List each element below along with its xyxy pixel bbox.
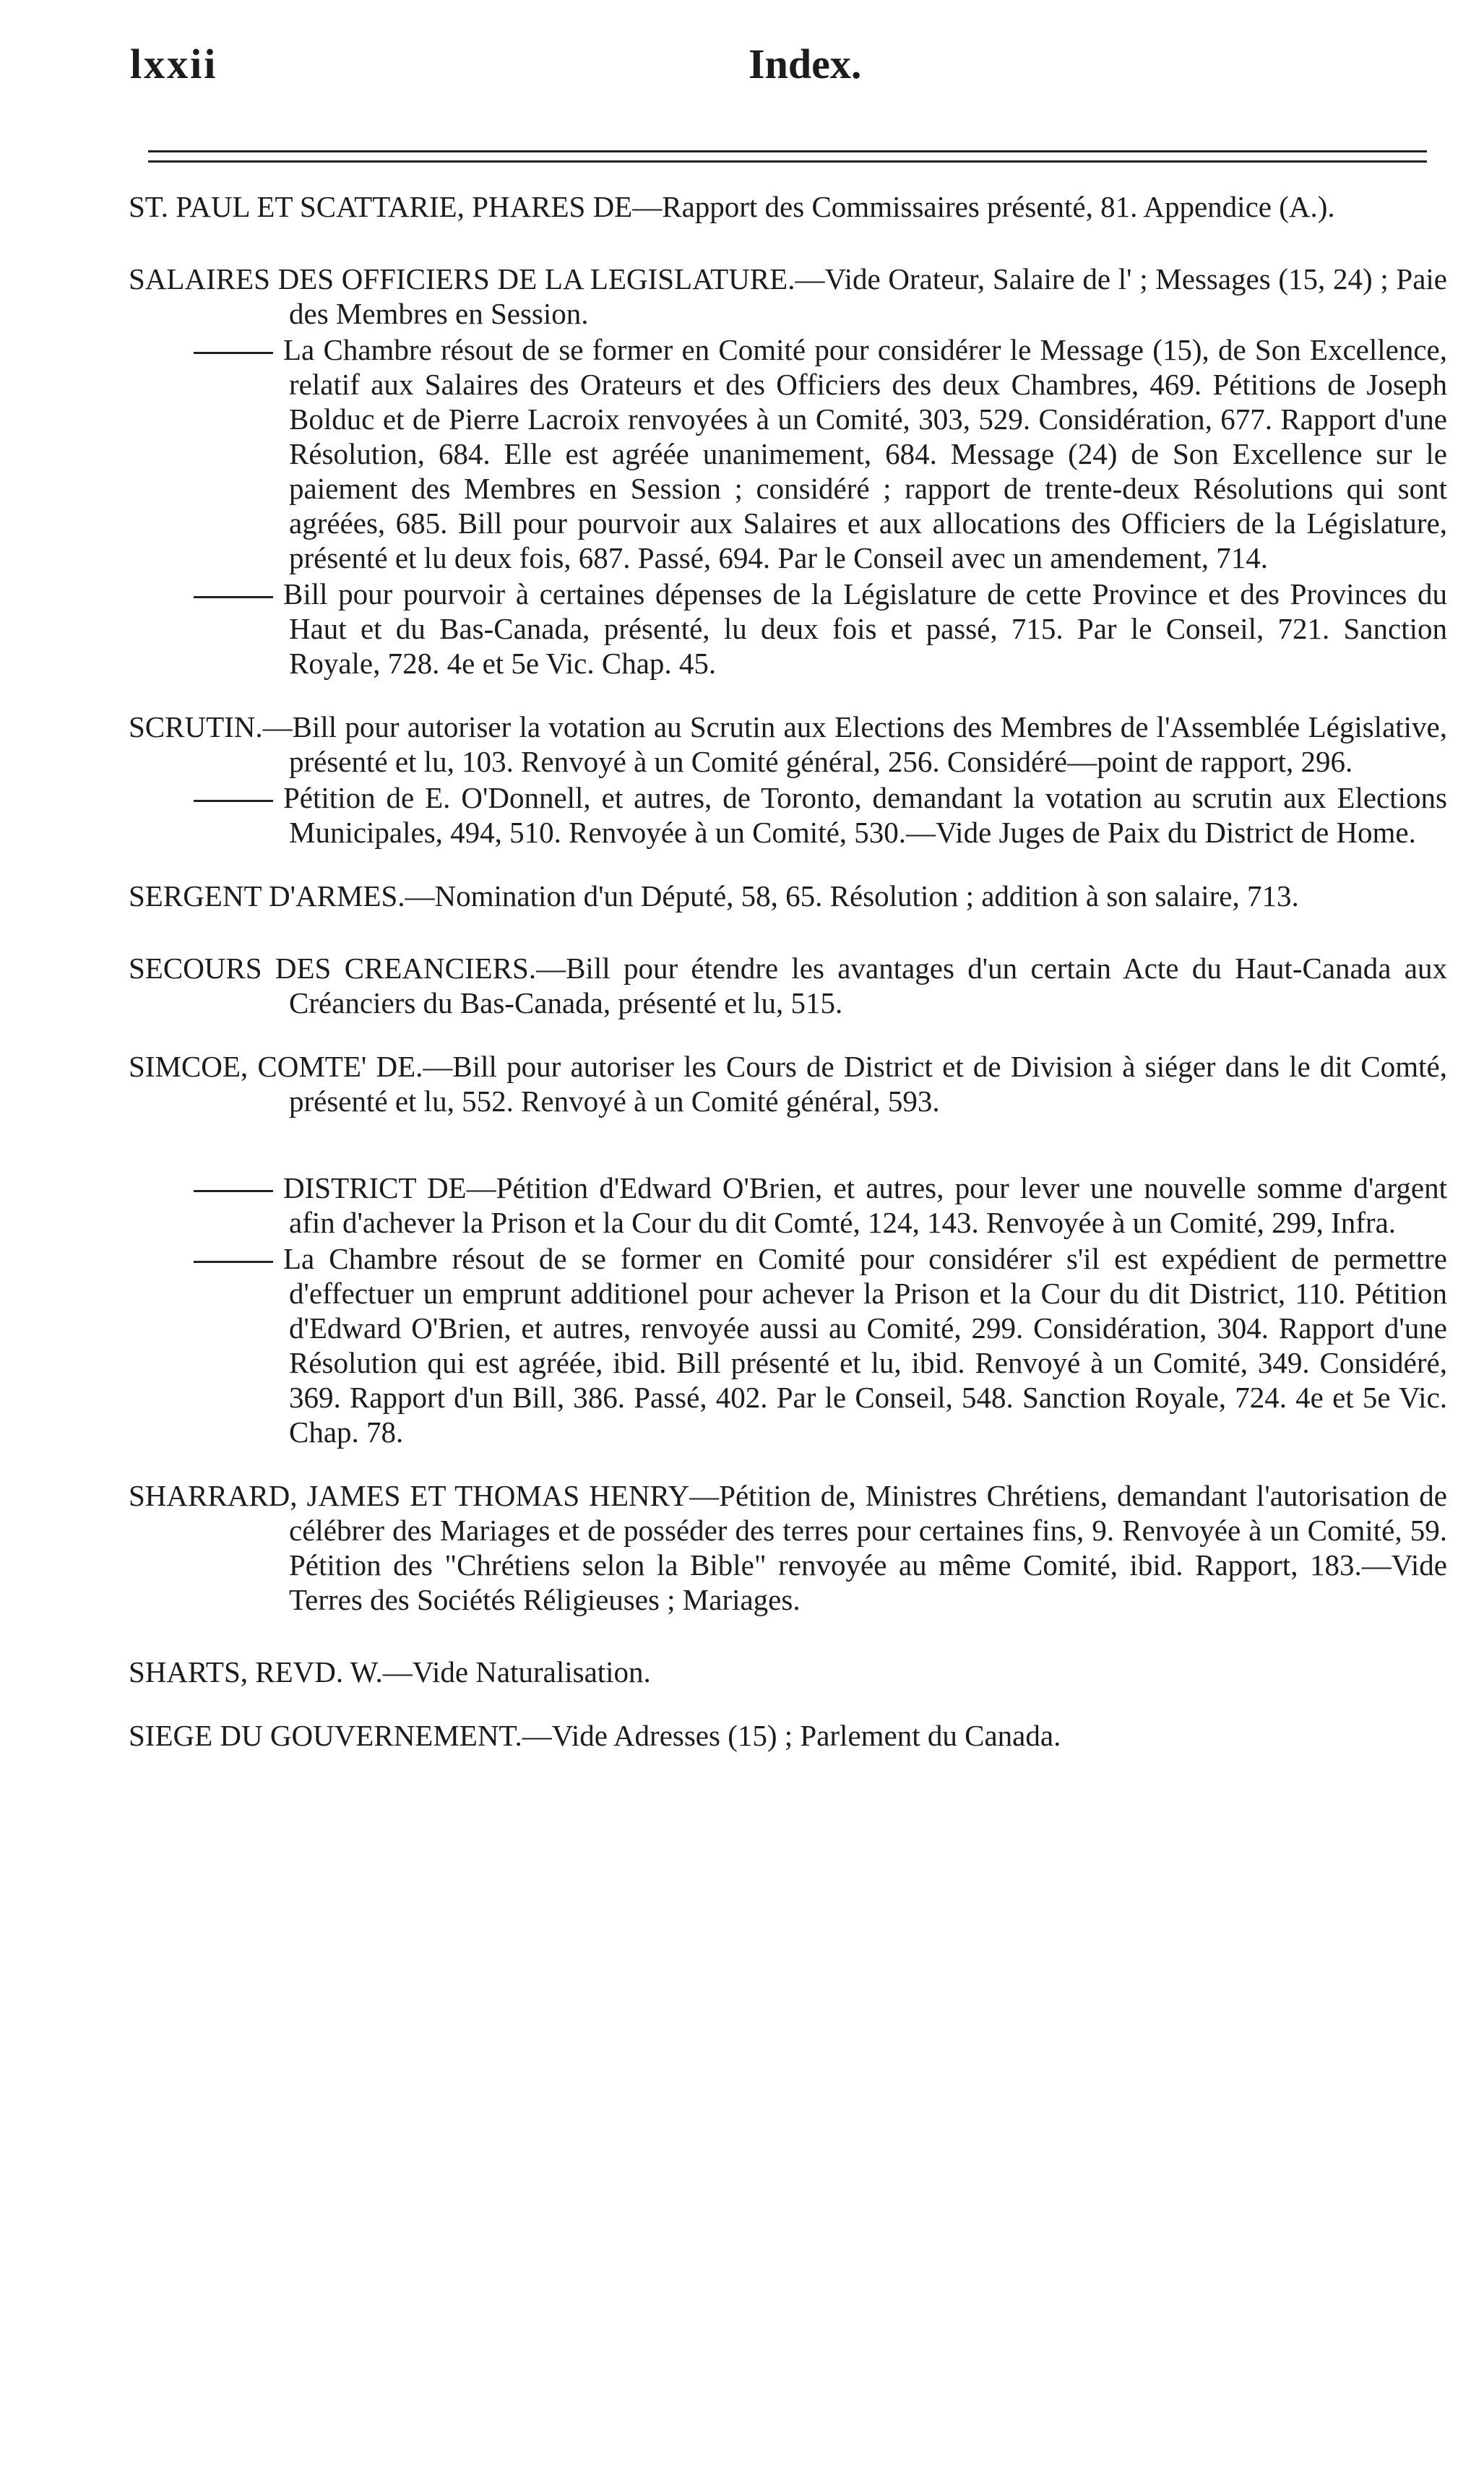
index-entries — [129, 189, 1447, 1782]
sub-entry — [129, 577, 1447, 681]
entry-text: SIEGE DU GOUVERNEMENT.—Vide Adresses (15) ; Parlement du Canada. — [129, 1719, 1061, 1752]
index-entry-salaires — [129, 262, 1447, 681]
sub-entry — [129, 1170, 1447, 1240]
index-entry-sharrard — [129, 1478, 1447, 1617]
sub-entry-text: Pétition de E. O'Donnell, et autres, de Toronto, demandant la votation au scrutin aux Elections Municipales, 494, 510. Renvoyée à un Comité, 530.—Vide Juges de Paix du District de Home. — [283, 781, 1447, 849]
page-number: lxxii — [130, 40, 218, 87]
sub-entry-text: Bill pour pourvoir à certaines dépenses de la Législature de cette Province et des Provinces du Haut et du Bas-Canada, présenté, lu deux fois et passé, 715. Par le Conseil, 721. Sanction Royale, 728. 4e et 5e Vic. Chap. 45. — [283, 577, 1447, 680]
sub-entry — [129, 780, 1447, 850]
entry-text: SHARRARD, JAMES ET THOMAS HENRY—Pétition de, Ministres Chrétiens, demandant l'autorisation de célébrer des Mariages et de posséder des terres pour certaines fins, 9. Renvoyée à un Comité, 59. Pétition des "Chrétiens selon la Bible" renvoyée au même Comité, ibid. Rapport, 183.—Vide Terres des Sociétés Réligieuses ; Mariages. — [129, 1479, 1447, 1616]
dash-rule — [194, 1190, 273, 1192]
sub-entry-text: La Chambre résout de se former en Comité pour considérer s'il est expédient de permettre d'effectuer un emprunt additionel pour achever la Prison et la Cour du dit District, 110. Pétition d'Edward O'Brien, et autres, renvoyée aussi au Comité, 299. Considération, 304. Rapport d'une Résolution qui est agréée, ibid. Bill présenté et lu, ibid. Renvoyé à un Comité, 349. Considéré, 369. Rapport d'un Bill, 386. Passé, 402. Par le Conseil, 548. Sanction Royale, 724. 4e et 5e Vic. Chap. 78. — [283, 1242, 1447, 1449]
dash-rule — [194, 1261, 273, 1263]
entry-text: SECOURS DES CREANCIERS.—Bill pour étendre les avantages d'un certain Acte du Haut-Canada aux Créanciers du Bas-Canada, présenté et lu, 515. — [129, 952, 1447, 1019]
dash-rule — [194, 352, 273, 354]
entry-text: ST. PAUL ET SCATTARIE, PHARES DE—Rapport des Commissaires présenté, 81. Appendice (A.). — [129, 190, 1335, 223]
index-entry-sharts — [129, 1655, 1447, 1689]
sub-entry — [129, 1241, 1447, 1449]
entry-text: SALAIRES DES OFFICIERS DE LA LEGISLATURE.—Vide Orateur, Salaire de l' ; Messages (15, 24) ; Paie des Membres en Session. — [129, 262, 1447, 330]
index-entry-district — [129, 1170, 1447, 1449]
page-header — [130, 40, 1423, 98]
index-entry-scrutin — [129, 710, 1447, 850]
header-rule-top — [148, 150, 1427, 152]
entry-text: SCRUTIN.—Bill pour autoriser la votation au Scrutin aux Elections des Membres de l'Assemblée Législative, présenté et lu, 103. Renvoyé à un Comité général, 256. Considéré—point de rapport, 296. — [129, 710, 1447, 778]
sub-entry — [129, 332, 1447, 575]
header-rule-bottom — [148, 160, 1427, 163]
dash-rule — [194, 800, 273, 802]
sub-entry-text: La Chambre résout de se former en Comité pour considérer le Message (15), de Son Excellence, relatif aux Salaires des Orateurs et des Officiers des deux Chambres, 469. Pétitions de Joseph Bolduc et de Pierre Lacroix renvoyées à un Comité, 303, 529. Considération, 677. Rapport d'une Résolution, 684. Elle est agréée unanimement, 684. Message (24) de Son Excellence sur le paiement des Membres en Session ; considéré ; rapport de trente-deux Résolutions qui sont agréées, 685. Bill pour pourvoir aux Salaires et aux allocations des Officiers de la Législature, présenté et lu deux fois, 687. Passé, 694. Par le Conseil avec un amendement, 714. — [283, 333, 1447, 574]
running-title: Index. — [749, 40, 862, 87]
index-entry-siege-du-gouvernement — [129, 1718, 1447, 1753]
entry-text: SHARTS, REVD. W.—Vide Naturalisation. — [129, 1655, 651, 1689]
dash-rule — [194, 596, 273, 598]
index-entry-sergent-darmes — [129, 879, 1447, 913]
index-entry-st-paul — [129, 189, 1447, 224]
index-entry-simcoe — [129, 1049, 1447, 1118]
entry-text: SERGENT D'ARMES.—Nomination d'un Député, 58, 65. Résolution ; addition à son salaire, 713. — [129, 879, 1299, 913]
index-entry-secours-des-creanciers — [129, 951, 1447, 1020]
sub-entry-text: DISTRICT DE—Pétition d'Edward O'Brien, et autres, pour lever une nouvelle somme d'argent afin d'achever la Prison et la Cour du dit Comté, 124, 143. Renvoyée à un Comité, 299, Infra. — [283, 1171, 1447, 1239]
entry-text: SIMCOE, COMTE' DE.—Bill pour autoriser les Cours de District et de Division à siéger dans le dit Comté, présenté et lu, 552. Renvoyé à un Comité général, 593. — [129, 1050, 1447, 1118]
